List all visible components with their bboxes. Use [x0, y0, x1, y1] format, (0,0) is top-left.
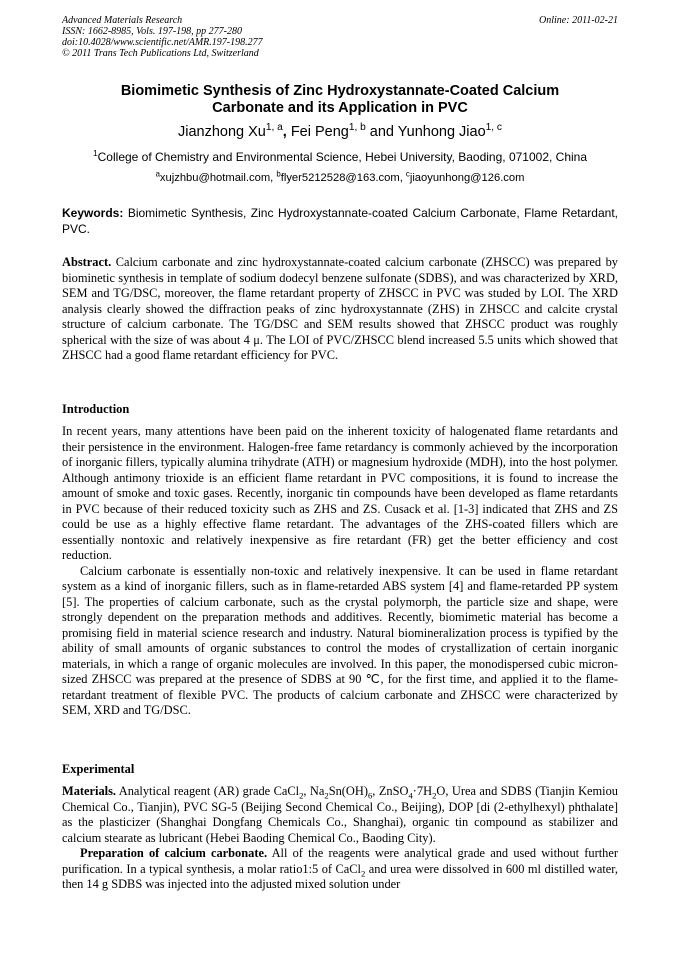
author-3: Yunhong Jiao — [397, 124, 486, 140]
materials-paragraph — [62, 784, 618, 846]
materials-sub-3: 6 — [367, 790, 373, 801]
preparation-text-2: and urea were dissolved in 600 ml distilled water, then 14 g SDBS was injected into the adjusted mixed solution under — [62, 861, 618, 891]
title-line-1: Biomimetic Synthesis of Zinc Hydroxystannate-Coated Calcium — [120, 83, 560, 99]
introduction-heading: Introduction — [62, 402, 130, 416]
preparation-paragraph — [62, 846, 618, 893]
email-a[interactable]: xujzhbu@hotmail.com, — [159, 172, 277, 184]
materials-text-5: ·7H — [412, 784, 433, 798]
materials-sub-5: 2 — [432, 790, 437, 801]
doi-line: doi:10.4028/www.scientific.net/AMR.197-198.277 — [62, 37, 263, 48]
running-header — [62, 15, 618, 59]
experimental-heading: Experimental — [62, 762, 135, 776]
preparation-text-1: All of the reagents were analytical grade and used without further purification. In a typical synthesis, a molar ratio1:5 of CaCl — [62, 846, 618, 876]
author-2: Fei Peng — [290, 124, 349, 140]
copyright-line: © 2011 Trans Tech Publications Ltd, Switzerland — [62, 48, 259, 59]
abstract-label: Abstract. — [62, 255, 112, 269]
materials-sub-2: 2 — [324, 790, 329, 801]
materials-text-3: Sn(OH) — [328, 784, 368, 798]
introduction-body — [62, 424, 618, 719]
author-list — [62, 124, 618, 140]
issn-line: ISSN: 1662-8985, Vols. 197-198, pp 277-280 — [62, 26, 242, 37]
materials-sub-4: 4 — [408, 790, 413, 801]
email-a-sup: a — [155, 169, 160, 179]
preparation-sub-1: 2 — [360, 867, 366, 878]
keywords-label: Keywords: — [62, 206, 124, 220]
email-b[interactable]: flyer5212528@163.com, — [280, 172, 406, 184]
preparation-label: Preparation of calcium carbonate. — [80, 846, 268, 860]
email-c-sup: c — [405, 169, 410, 179]
author-emails — [62, 169, 618, 184]
intro-paragraph-1: In recent years, many attentions have been paid on the inherent toxicity of halogenated flame retardants and their persistence in the environment. Halogen-free fame retardancy is commonly achieved by the incorporation of inorganic fillers, typically alumina trihydrate (ATH) or magnesium hydroxide (MDH), into the host polymer. Although antimony trioxide is an efficient flame retardant in PVC compositions, it is found to increase the amount of smoke and toxic gases. Recently, inorganic tin compounds have been developed as flame retardants in PVC because of their reduced toxicity such as ZHS and ZS. Cusack et al. [1-3] indicated that ZHS and ZS could be use as a highly effective flame retardant. The advantages of the ZHS-coated fillers which are essentially nontoxic and relatively inexpensive as fire retardant (FR) get the better efficiency and cost reduction. — [62, 424, 618, 562]
email-c[interactable]: jiaoyunhong@126.com — [409, 172, 525, 184]
online-date: Online: 2011-02-21 — [539, 15, 618, 26]
keywords-text: Biomimetic Synthesis, Zinc Hydroxystannate-coated Calcium Carbonate, Flame Retardant, PVC. — [62, 206, 618, 236]
author-3-sup: 1, c — [485, 122, 502, 134]
affiliation-text: College of Chemistry and Environmental Science, Hebei University, Baoding, 071002, China — [97, 150, 588, 164]
materials-text-4: , ZnSO — [372, 784, 409, 798]
author-sep-1: , — [282, 124, 291, 140]
author-sep-2: and — [365, 124, 398, 140]
materials-label: Materials. — [62, 784, 117, 798]
abstract-block — [62, 255, 618, 364]
author-1-sup: 1, a — [265, 122, 283, 134]
affiliation — [62, 150, 618, 164]
title-line-2: Carbonate and its Application in PVC — [212, 100, 468, 116]
abstract-text: Calcium carbonate and zinc hydroxystannate-coated calcium carbonate (ZHSCC) was prepared by biominetic synthesis in template of sodium dodecyl benzene sulfonate (SDBS), and was characterized by XRD, SEM and TG/DSC, moreover, the flame retardant property of ZHSCC in PVC was studed by LOI. The XRD analysis clearly showed the diffraction peaks of zinc hydroxystannate (ZHS) in ZHSCC and calcite crystal structure of calcium carbonate. The TG/DSC and SEM results showed that ZHSCC product was roughly spherical with the size of was about 4 μ. The LOI of PVC/ZHSCC blend increased 5.5 units which showed that ZHSCC had a good flame retardant efficiency for PVC. — [62, 255, 618, 362]
journal-name: Advanced Materials Research — [62, 15, 183, 26]
intro-paragraph-2: Calcium carbonate is essentially non-toxic and relatively inexpensive. It can be used in flame retardant system as a kind of inorganic fillers, such as in flame-retarded ABS system [4] and flame-retarded PP system [5]. The properties of calcium carbonate, such as the crystal polymorph, the particle size and shape, were strongly dependent on the preparation methods and additives. Recently, biomimetic material has become a promising field in material science research and industry. Natural biomineralization process is typified by the ability of small amounts of organic substances to control the modes of crystallization of certain inorganic materials, in which a range of organic molecules are involved. In this paper, the monodispersed cubic micron-sized ZHSCC was prepared at the presence of SDBS at 90 ℃, for the first time, and applied it to the flame-retardant treatment of flexible PVC. The products of calcium carbonate and ZHSCC were characterized by SEM, XRD and TG/DSC. — [62, 563, 618, 717]
paper-title — [62, 83, 618, 117]
email-b-sup: b — [276, 169, 281, 179]
materials-text-6: O, Urea and SDBS (Tianjin Kemiou Chemical Co., Tianjin), PVC SG-5 (Beijing Second Chemical Co., Beijing), DOP [di (2-ethylhexyl) phthalate] as the plasticizer (Shanghai Dongfang Chemicals Co., Shanghai), organic tin compound as stabilizer and calcium stearate as lubricant (Hebei Baoding Chemical Co., Baoding City). — [62, 784, 618, 845]
materials-text-2: , Na — [303, 784, 325, 798]
keywords-block — [62, 206, 618, 237]
experimental-body — [62, 784, 618, 893]
author-2-sup: 1, b — [348, 122, 366, 134]
author-1: Jianzhong Xu — [178, 124, 266, 140]
materials-sub-1: 2 — [299, 790, 304, 801]
materials-text-1: Analytical reagent (AR) grade CaCl — [116, 784, 300, 798]
affiliation-sup: 1 — [92, 148, 98, 158]
